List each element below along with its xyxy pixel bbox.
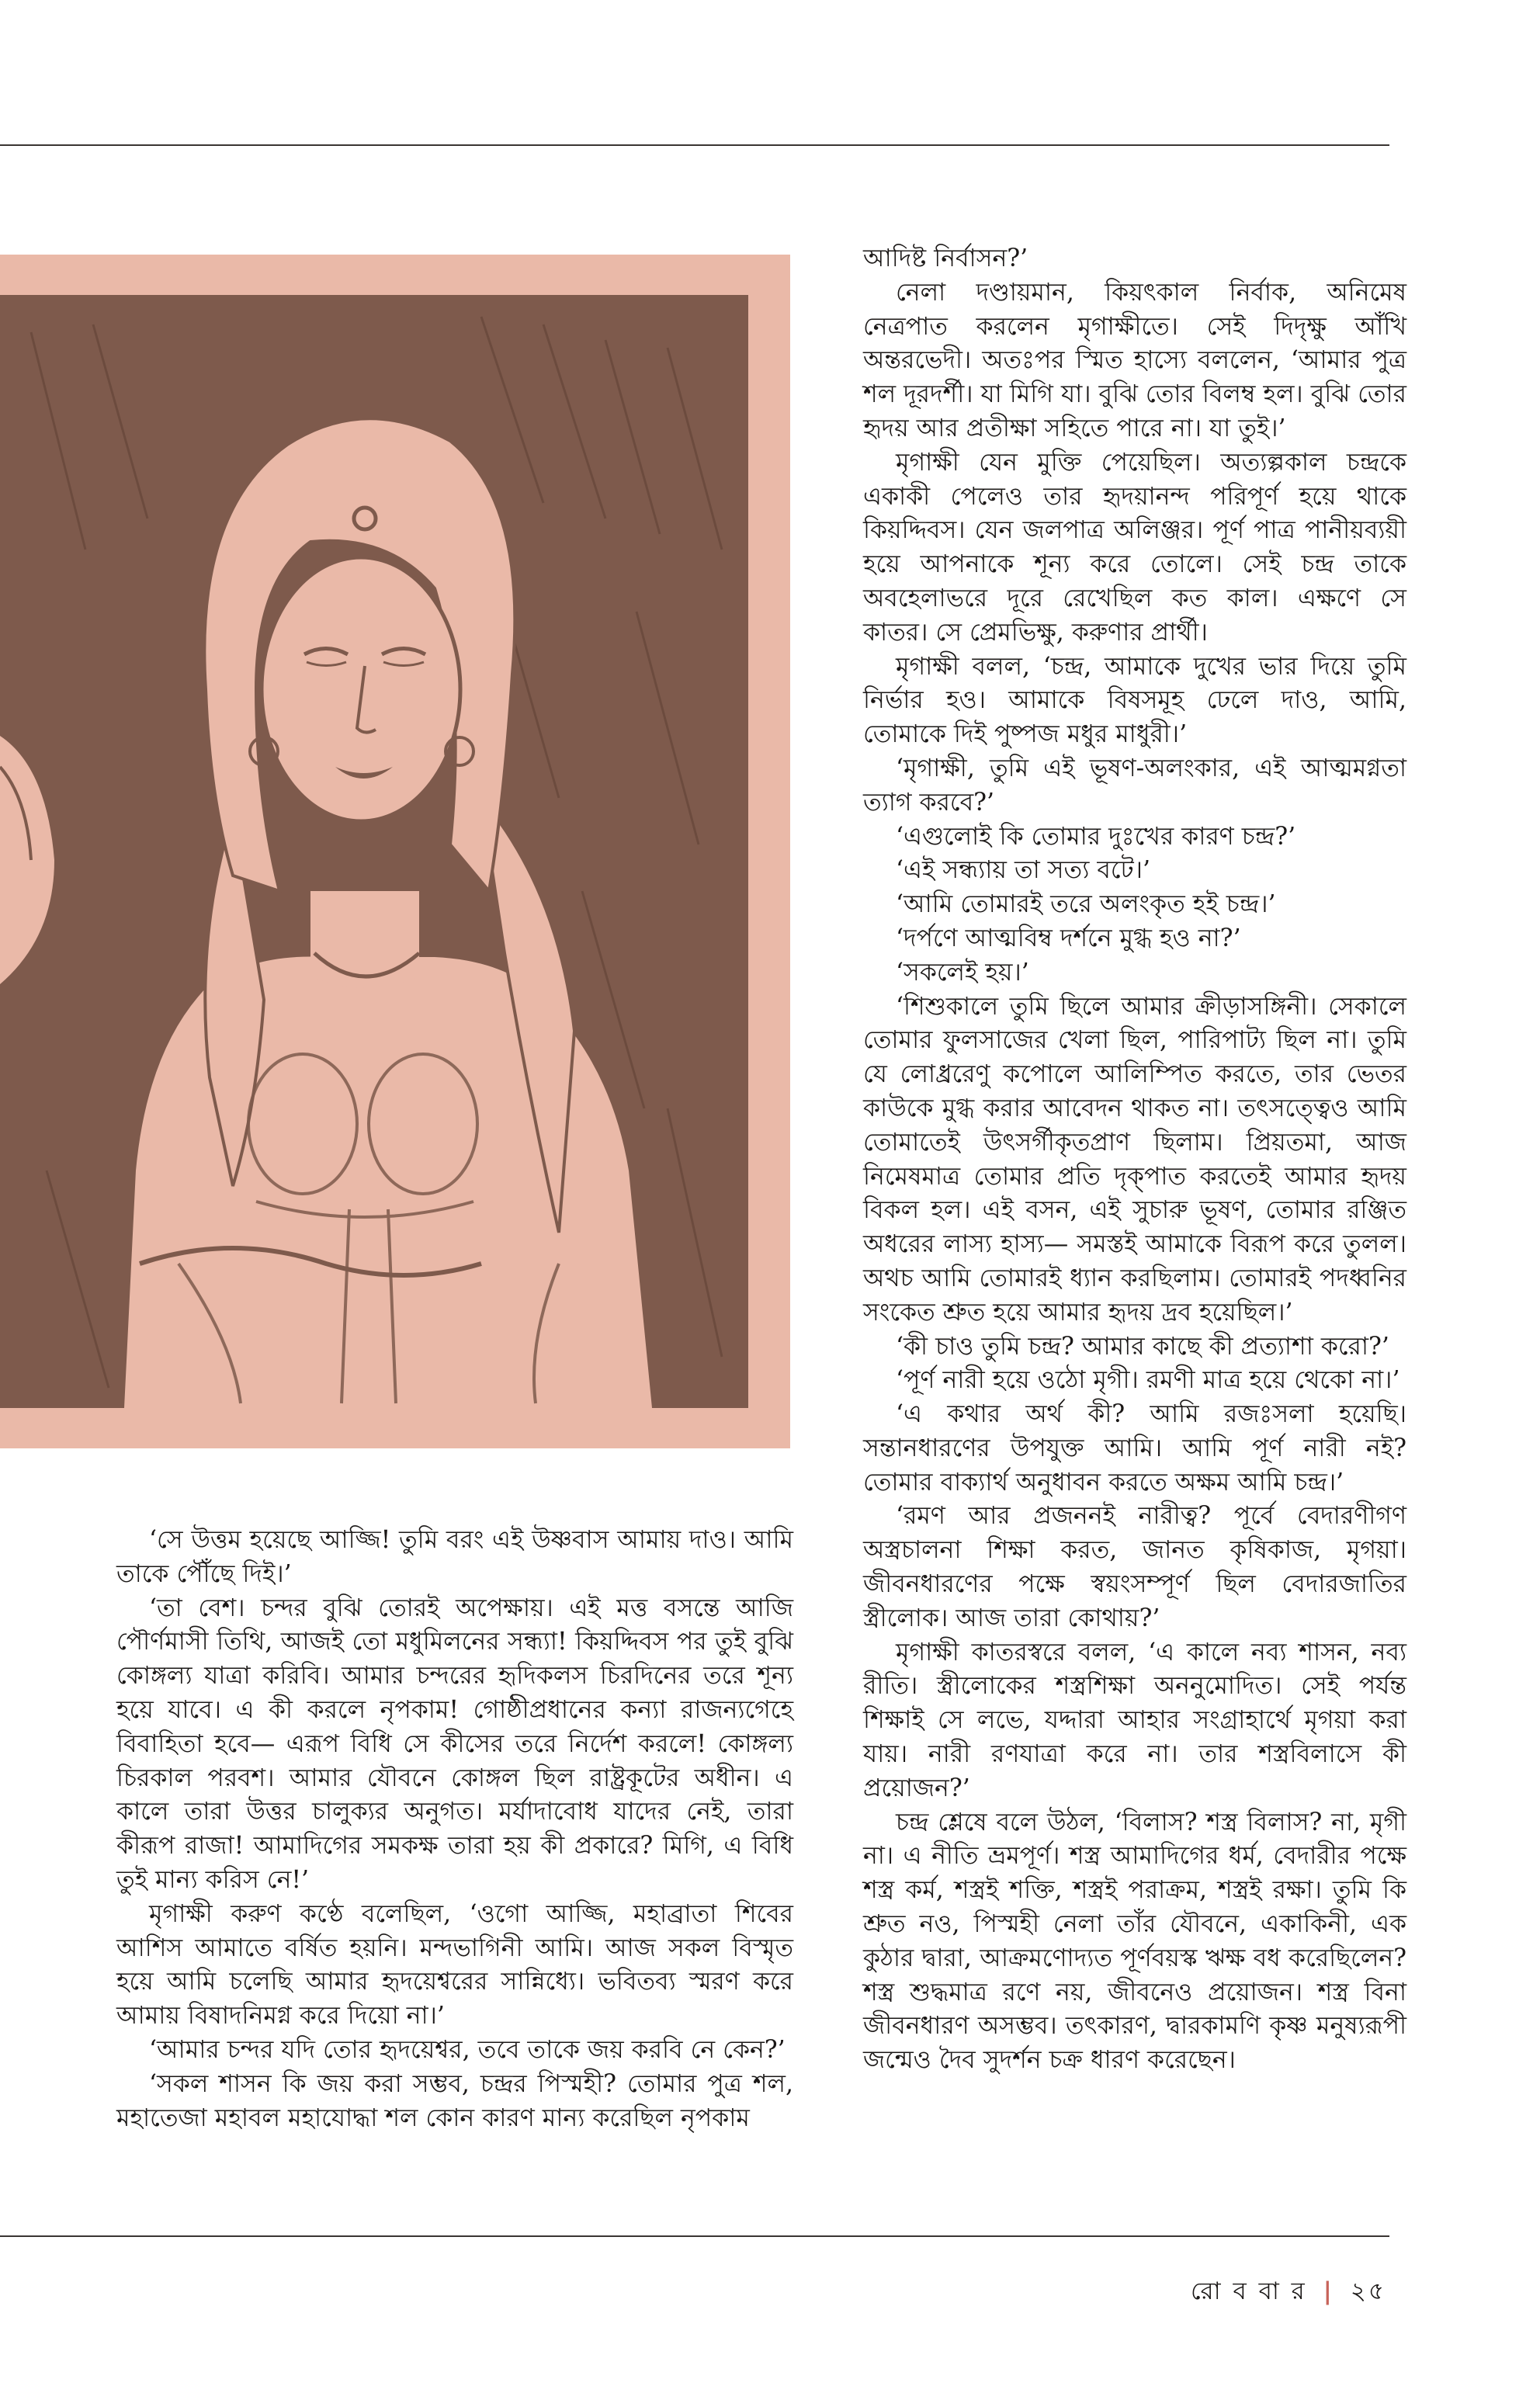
paragraph: ‘পূর্ণ নারী হয়ে ওঠো মৃগী। রমণী মাত্র হয়ে থেকো না।’ bbox=[896, 1366, 1400, 1395]
page-footer bbox=[1191, 2273, 1386, 2313]
paragraph: চন্দ্র শ্লেষে বলে উঠল, ‘বিলাস? শস্ত্র বিলাস? না, মৃগী না। এ নীতি ভ্রমপূর্ণ। শস্ত্র আমাদিগের ধর্ম, বেদারীর পক্ষে শস্ত্র কর্ম, শস্ত্রই শক্তি, শস্ত্রই পরাক্রম, শস্ত্রই রক্ষা। তুমি কি শ্রুত নও, পিস্মহী নেলা তাঁর যৌবনে, একাকিনী, এক কুঠার দ্বারা, আক্রমণোদ্যত পূর্ণবয়স্ক ঋক্ষ বধ করেছিলেন? শস্ত্র শুদ্ধমাত্র রণে নয়, জীবনেও প্রয়োজন। শস্ত্র বিনা জীবনধারণ অসম্ভব। তৎকারণ, দ্বারকামণি কৃষ্ণ মনুষ্যরূপী জন্মেও দৈব সুদর্শন চক্র ধারণ করেছেন। bbox=[863, 1808, 1406, 2075]
paragraph: ‘রমণ আর প্রজননই নারীত্ব? পূর্বে বেদারণীগণ অস্ত্রচালনা শিক্ষা করত, জানত কৃষিকাজ, মৃগয়া। জীবনধারণের পক্ষে স্বয়ংসম্পূর্ণ ছিল বেদারজাতির স্ত্রীলোক। আজ তারা কোথায়?’ bbox=[863, 1502, 1406, 1632]
paragraph: মৃগাক্ষী করুণ কণ্ঠে বলেছিল, ‘ওগো আজ্জি, মহাব্রাতা শিবের আশিস আমাতে বর্ষিত হয়নি। মন্দভাগিনী আমি। আজ সকল বিস্মৃত হয়ে আমি চলেছি আমার হৃদয়েশ্বরের সান্নিধ্যে। ভবিতব্য স্মরণ করে আমায় বিষাদনিমগ্ন করে দিয়ো না।’ bbox=[116, 1899, 793, 2031]
paragraph: ‘সকল শাসন কি জয় করা সম্ভব, চন্দ্রর পিস্মহী? তোমার পুত্র শল, মহাতেজা মহাবল মহাযোদ্ধা শল কোন কারণ মান্য করেছিল নৃপকাম bbox=[116, 2069, 793, 2132]
bottom-rule bbox=[0, 2235, 1389, 2237]
paragraph: মৃগাক্ষী যেন মুক্তি পেয়েছিল। অত্যল্পকাল চন্দ্রকে একাকী পেলেও তার হৃদয়ানন্দ পরিপূর্ণ হয়ে থাকে কিয়দ্দিবস। যেন জলপাত্র অলিঞ্জর। পূর্ণ পাত্র পানীয়ব্যয়ী হয়ে আপনাকে শূন্য করে তোলে। সেই চন্দ্র তাকে অবহেলাভরে দূরে রেখেছিল কত কাল। এক্ষণে সে কাতর। সে প্রেমভিক্ষু, করুণার প্রার্থী। bbox=[863, 448, 1406, 647]
footer-separator: | bbox=[1323, 2277, 1334, 2305]
paragraph: আদিষ্ট নির্বাসন?’ bbox=[863, 245, 1028, 272]
left-text-column bbox=[116, 1524, 793, 2135]
paragraph: ‘আমি তোমারই তরে অলংকৃত হই চন্দ্র।’ bbox=[896, 890, 1276, 919]
section-name: রো ব বা র bbox=[1190, 2277, 1307, 2305]
paragraph: ‘দর্পণে আত্মবিম্ব দর্শনে মুগ্ধ হও না?’ bbox=[896, 924, 1241, 952]
paragraph: ‘সকলেই হয়।’ bbox=[896, 958, 1029, 987]
top-rule bbox=[0, 144, 1389, 146]
paragraph: মৃগাক্ষী বলল, ‘চন্দ্র, আমাকে দুখের ভার দিয়ে তুমি নির্ভার হও। আমাকে বিষসমূহ ঢেলে দাও, আমি, তোমাকে দিই পুষ্পজ মধুর মাধুরী।’ bbox=[863, 652, 1406, 749]
paragraph: ‘মৃগাক্ষী, তুমি এই ভূষণ-অলংকার, এই আত্মমগ্নতা ত্যাগ করবে?’ bbox=[863, 754, 1406, 817]
paragraph: ‘এ কথার অর্থ কী? আমি রজঃসলা হয়েছি। সন্তানধারণের উপযুক্ত আমি। আমি পূর্ণ নারী নই? তোমার বাক্যার্থ অনুধাবন করতে অক্ষম আমি চন্দ্র।’ bbox=[863, 1400, 1406, 1496]
paragraph: ‘এগুলোই কি তোমার দুঃখের কারণ চন্দ্র?’ bbox=[896, 822, 1296, 851]
paragraph: মৃগাক্ষী কাতরস্বরে বলল, ‘এ কালে নব্য শাসন, নব্য রীতি। স্ত্রীলোকের শস্ত্রশিক্ষা অননুমোদিত। সেই পর্যন্ত শিক্ষাই সে লভে, যদ্দারা আহার সংগ্রাহার্থে মৃগয়া করা যায়। নারী রণযাত্রা করে না। তার শস্ত্রবিলাসে কী প্রয়োজন?’ bbox=[863, 1638, 1406, 1802]
right-text-column bbox=[863, 242, 1406, 2078]
paragraph: ‘তা বেশ। চন্দর বুঝি তোরই অপেক্ষায়। এই মত্ত বসন্তে আজি পৌর্ণমাসী তিথি, আজই তো মধুমিলনের সন্ধ্যা! কিয়দ্দিবস পর তুই বুঝি কোঙ্গল্য যাত্রা করিবি। আমার চন্দরের হৃদিকলস চিরদিনের তরে শূন্য হয়ে যাবে। এ কী করলে নৃপকাম! গোষ্ঠীপ্রধানের কন্যা রাজন্যগেহে বিবাহিতা হবে— এরূপ বিধি সে কীসের তরে নির্দেশ করলে! কোঙ্গল্য চিরকাল পরবশ। আমার যৌবনে কোঙ্গল ছিল রাষ্ট্রকূটের অধীন। এ কালে তারা উত্তর চালুক্যর অনুগত। মর্যাদাবোধ যাদের নেই, তারা কীরূপ রাজা! আমাদিগের সমকক্ষ তারা হয় কী প্রকারে? মিগি, এ বিধি তুই মান্য করিস নে!’ bbox=[116, 1594, 793, 1894]
paragraph: ‘কী চাও তুমি চন্দ্র? আমার কাছে কী প্রত্যাশা করো?’ bbox=[896, 1332, 1389, 1361]
page-number: ২৫ bbox=[1350, 2277, 1386, 2305]
paragraph: ‘আমার চন্দর যদি তোর হৃদয়েশ্বর, তবে তাকে জয় করবি নে কেন?’ bbox=[149, 2035, 786, 2064]
woman-sketch-illustration bbox=[0, 255, 790, 1448]
paragraph: ‘শিশুকালে তুমি ছিলে আমার ক্রীড়াসঙ্গিনী। সেকালে তোমার ফুলসাজের খেলা ছিল, পারিপাট্য ছিল না। তুমি যে লোধ্ররেণু কপোলে আলিম্পিত করতে, তার ভেতর কাউকে মুগ্ধ করার আবেদন থাকত না। তৎসত্ত্বেও আমি তোমাতেই উৎসর্গীকৃতপ্রাণ ছিলাম। প্রিয়তমা, আজ নিমেষমাত্র তোমার প্রতি দৃক্‌পাত করতেই আমার হৃদয় বিকল হল। এই বসন, এই সুচারু ভূষণ, তোমার রঞ্জিত অধরের লাস্য হাস্য— সমস্তই আমাকে বিরূপ করে তুলল। অথচ আমি তোমারই ধ্যান করছিলাম। তোমারই পদধ্বনির সংকেত শ্রুত হয়ে আমার হৃদয় দ্রব হয়েছিল।’ bbox=[863, 992, 1406, 1327]
paragraph: নেলা দণ্ডায়মান, কিয়ৎকাল নির্বাক, অনিমেষ নেত্রপাত করলেন মৃগাক্ষীতে। সেই দিদৃক্ষু আঁখি অন্তরভেদী। অতঃপর স্মিত হাস্যে বললেন, ‘আমার পুত্র শল দূরদর্শী। যা মিগি যা। বুঝি তোর বিলম্ব হল। বুঝি তোর হৃদয় আর প্রতীক্ষা সহিতে পারে না। যা তুই।’ bbox=[863, 278, 1406, 442]
paragraph: ‘সে উত্তম হয়েছে আজ্জি! তুমি বরং এই উষ্ণবাস আমায় দাও। আমি তাকে পৌঁছে দিই।’ bbox=[116, 1526, 793, 1588]
paragraph: ‘এই সন্ধ্যায় তা সত্য বটে।’ bbox=[896, 856, 1150, 885]
